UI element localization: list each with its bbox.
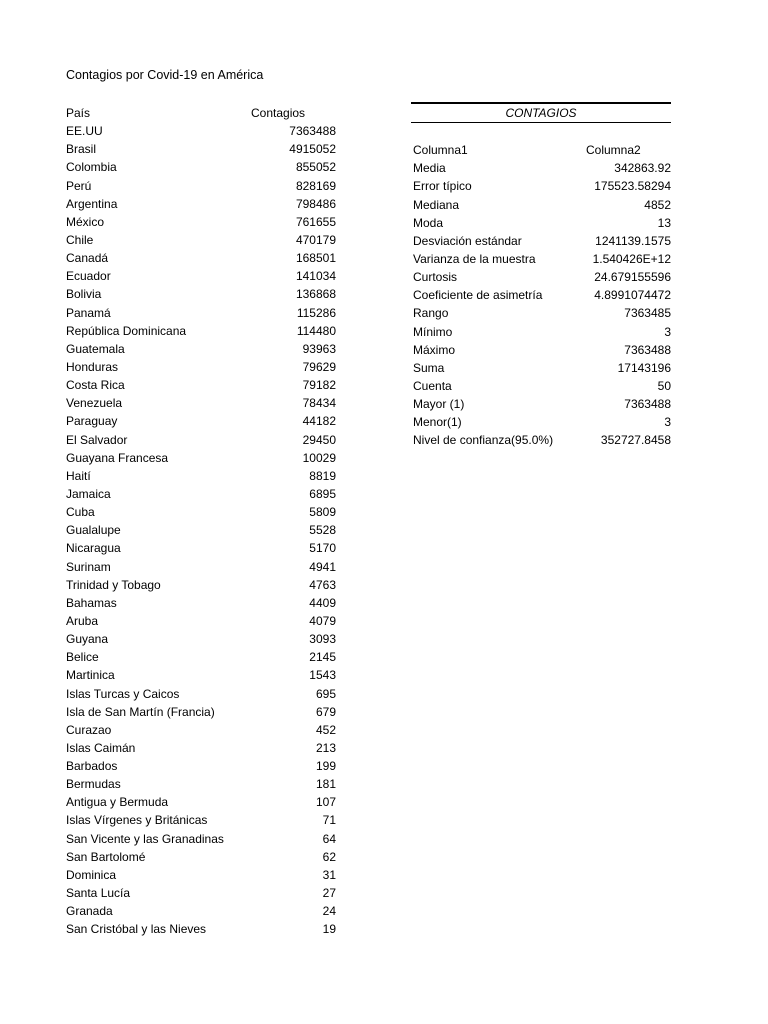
table-row-label: Argentina [66,196,118,211]
table-row-value: 213 [315,740,336,755]
table-row-label: Isla de San Martín (Francia) [66,704,215,719]
table-row-value: 1543 [309,668,336,683]
table-row [66,322,336,340]
stats-row [411,323,671,341]
stats-col2-header: Columna2 [586,143,641,158]
table-row-label: San Bartolomé [66,849,146,864]
table-row [66,648,336,666]
table-row [66,231,336,249]
table-row-label: Trinidad y Tobago [66,577,161,592]
table-row [66,412,336,430]
table-row-value: 4763 [309,577,336,592]
stats-spacer [411,123,671,141]
table-row-value: 115286 [296,305,336,320]
table-row [66,431,336,449]
page-title: Contagios por Covid-19 en América [66,68,264,82]
table-row-value: 136868 [295,287,336,302]
table-row-label: Islas Turcas y Caicos [66,686,180,701]
table-row-label: Paraguay [66,414,118,429]
stats-row [411,159,671,177]
table-row-label: Surinam [66,559,111,574]
stats-row-value: 352727.8458 [600,433,671,448]
stats-body [411,159,671,449]
stats-row [411,196,671,214]
table-row-label: Curazao [66,722,112,737]
table-row-value: 181 [315,777,336,792]
stats-row-value: 7363488 [624,397,671,412]
stats-row-value: 3 [664,415,671,430]
table-row-value: 19 [322,922,336,937]
table-row-value: 695 [315,686,336,701]
stats-row [411,413,671,431]
table-row [66,140,336,158]
stats-row-value: 1.540426E+12 [592,251,671,266]
stats-row-label: Coeficiente de asimetría [413,288,543,303]
table-row [66,830,336,848]
table-row-value: 79182 [302,378,336,393]
table-row-label: EE.UU [66,124,103,139]
table-row-label: Perú [66,178,92,193]
stats-row-label: Nivel de confianza(95.0%) [413,433,554,448]
table-row-label: República Dominicana [66,323,187,338]
stats-row-value: 24.679155596 [594,270,671,285]
table-row-value: 62 [322,849,336,864]
stats-row-value: 4.8991074472 [594,288,671,303]
stats-row-value: 4852 [644,197,671,212]
table-row [66,703,336,721]
stats-row [411,359,671,377]
stats-row-value: 50 [657,378,671,393]
table-row-value: 5809 [309,505,336,520]
stats-row [411,286,671,304]
table-row [66,394,336,412]
stats-row-value: 175523.58294 [594,179,671,194]
contagios-table [66,104,336,938]
table-row-label: Nicaragua [66,541,121,556]
table-row [66,449,336,467]
table-body [66,122,336,938]
stats-row [411,268,671,286]
table-row-value: 199 [315,759,336,774]
table-row-label: México [66,214,105,229]
stats-row-label: Menor(1) [413,415,462,430]
stats-row [411,304,671,322]
stats-table [411,102,671,450]
table-row [66,920,336,938]
stats-row-value: 342863.92 [614,161,671,176]
table-row [66,793,336,811]
table-row-label: Belice [66,650,99,665]
table-row-value: 7363488 [289,124,336,139]
stats-row-label: Moda [413,215,444,230]
table-row-value: 4079 [309,613,336,628]
table-row [66,304,336,322]
table-row-value: 761655 [295,214,336,229]
stats-row-value: 13 [657,215,671,230]
table-row [66,666,336,684]
table-row [66,630,336,648]
table-row-label: Islas Vírgenes y Británicas [66,813,208,828]
table-row [66,158,336,176]
table-row-value: 5170 [309,541,336,556]
table-row-value: 4941 [309,559,336,574]
table-row-label: Bermudas [66,777,121,792]
table-header-row [66,104,336,122]
stats-row-label: Error típico [413,179,472,194]
stats-row [411,177,671,195]
stats-row-value: 7363485 [624,306,671,321]
table-row-value: 855052 [295,160,336,175]
table-row-value: 3093 [309,632,336,647]
table-row [66,539,336,557]
stats-row-label: Mayor (1) [413,397,465,412]
table-row [66,902,336,920]
table-row-value: 24 [322,904,336,919]
table-row [66,594,336,612]
stats-row [411,214,671,232]
stats-row-label: Rango [413,306,449,321]
table-row [66,340,336,358]
table-row-label: Guayana Francesa [66,450,169,465]
table-row [66,811,336,829]
table-row [66,521,336,539]
stats-row-value: 17143196 [617,360,671,375]
stats-row [411,395,671,413]
table-row [66,376,336,394]
stats-heading: CONTAGIOS [411,102,671,123]
table-row [66,685,336,703]
table-row [66,884,336,902]
table-row-value: 5528 [309,523,336,538]
table-row-label: Cuba [66,505,95,520]
table-row-label: Bahamas [66,595,117,610]
table-row-value: 71 [322,813,336,828]
table-row-value: 798486 [295,196,336,211]
table-row-label: Guatemala [66,341,125,356]
table-row-value: 107 [315,795,336,810]
table-row-label: Ecuador [66,269,111,284]
table-row-label: Jamaica [66,486,111,501]
table-row-value: 4915052 [289,142,336,157]
table-row-label: Guyana [66,632,109,647]
stats-row-label: Cuenta [413,378,452,393]
table-row-label: Granada [66,904,113,919]
stats-header-row [411,141,671,159]
table-row [66,612,336,630]
table-row-label: Panamá [66,305,111,320]
stats-row-label: Mediana [413,197,460,212]
table-row-value: 64 [322,831,336,846]
stats-col1-header: Columna1 [413,143,468,158]
stats-row [411,377,671,395]
table-row-value: 8819 [309,468,336,483]
table-row-label: El Salvador [66,432,128,447]
table-row-label: San Vicente y las Granadinas [66,831,224,846]
table-row-label: Aruba [66,613,99,628]
stats-row [411,250,671,268]
table-row-value: 168501 [295,251,336,266]
col-header-cases: Contagios [251,106,306,120]
stats-row-label: Desviación estándar [413,233,522,248]
table-row [66,558,336,576]
table-row-value: 679 [315,704,336,719]
table-row [66,467,336,485]
stats-row-label: Varianza de la muestra [413,251,536,266]
table-row [66,177,336,195]
table-row-label: Costa Rica [66,378,125,393]
stats-row [411,341,671,359]
table-row-label: Honduras [66,359,119,374]
table-row-value: 2145 [309,650,336,665]
table-row-value: 470179 [295,232,336,247]
stats-row-label: Media [413,161,446,176]
stats-row-value: 3 [664,324,671,339]
table-row [66,757,336,775]
table-row [66,122,336,140]
table-row [66,285,336,303]
table-row-label: Venezuela [66,396,123,411]
table-row-value: 6895 [309,486,336,501]
table-row [66,848,336,866]
table-row [66,739,336,757]
table-row-label: Martinica [66,668,115,683]
table-row-value: 114480 [296,323,336,338]
table-row-value: 31 [322,867,336,882]
table-row-value: 93963 [302,341,336,356]
table-row-label: Antigua y Bermuda [66,795,169,810]
table-row [66,267,336,285]
table-row [66,485,336,503]
table-row-value: 27 [322,886,336,901]
table-row [66,213,336,231]
table-row-label: Colombia [66,160,117,175]
stats-row-label: Mínimo [413,324,453,339]
table-row-label: Bolivia [66,287,102,302]
table-row [66,721,336,739]
stats-row-value: 1241139.1575 [595,233,671,248]
table-row-value: 141034 [295,269,336,284]
stats-row-value: 7363488 [624,342,671,357]
stats-row [411,431,671,449]
table-row [66,775,336,793]
table-row-label: Santa Lucía [66,886,131,901]
table-row-value: 29450 [302,432,336,447]
table-row-value: 79629 [302,359,336,374]
stats-row [411,232,671,250]
table-row [66,866,336,884]
table-row-label: Brasil [66,142,97,157]
table-row [66,195,336,213]
table-row-label: Chile [66,232,94,247]
table-row [66,249,336,267]
table-row [66,576,336,594]
col-header-country: País [66,106,91,120]
table-row-value: 828169 [295,178,336,193]
table-row-value: 10029 [302,450,336,465]
table-row-label: Dominica [66,867,117,882]
table-row-value: 78434 [302,396,336,411]
table-row-value: 44182 [302,414,336,429]
stats-row-label: Máximo [413,342,456,357]
table-row-label: Haití [66,468,91,483]
table-row [66,358,336,376]
table-row-label: Canadá [66,251,109,266]
table-row-label: San Cristóbal y las Nieves [66,922,207,937]
table-row-label: Gualalupe [66,523,121,538]
stats-row-label: Suma [413,360,445,375]
table-row-label: Barbados [66,759,118,774]
table-row [66,503,336,521]
table-row-value: 452 [315,722,336,737]
stats-row-label: Curtosis [413,270,458,285]
table-row-label: Islas Caimán [66,740,136,755]
table-row-value: 4409 [309,595,336,610]
